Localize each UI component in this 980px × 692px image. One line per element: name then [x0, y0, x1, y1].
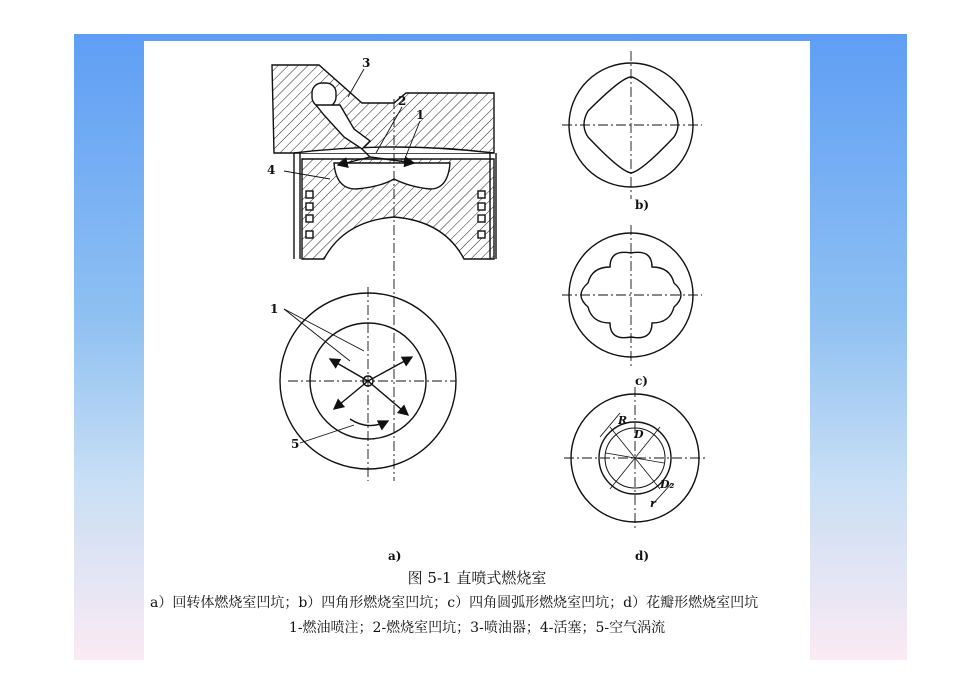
caption-subfigures: a）回转体燃烧室凹坑；b）四角形燃烧室凹坑；c）四角圆弧形燃烧室凹坑；d）花瓣形燃烧室凹坑	[150, 595, 759, 611]
dim-D: D	[634, 428, 644, 441]
callout-5: 5	[291, 437, 300, 451]
arc-bowl-view	[562, 225, 702, 367]
petal-bowl-view	[564, 387, 706, 531]
caption-legend: 1-燃油喷注；2-燃烧室凹坑；3-喷油器；4-活塞；5-空气涡流	[288, 620, 666, 636]
callout-1-top: 1	[416, 108, 425, 122]
callout-4: 4	[267, 163, 276, 177]
callout-2: 2	[398, 94, 407, 108]
piston-cross-section	[272, 65, 496, 481]
label-d: d)	[635, 549, 650, 563]
figure-panel	[144, 41, 810, 660]
callout-3: 3	[362, 56, 371, 70]
figure-title: 图 5-1 直喷式燃烧室	[407, 569, 547, 587]
piston-top-view	[280, 287, 456, 481]
dim-r: r	[650, 497, 656, 510]
dim-D2: D₂	[660, 478, 675, 491]
label-c: c)	[635, 374, 648, 388]
square-bowl-view	[562, 51, 702, 199]
callout-1-bottom: 1	[270, 302, 279, 316]
dim-R: R	[618, 414, 628, 427]
label-b: b)	[635, 198, 650, 212]
label-a: a)	[388, 549, 402, 563]
